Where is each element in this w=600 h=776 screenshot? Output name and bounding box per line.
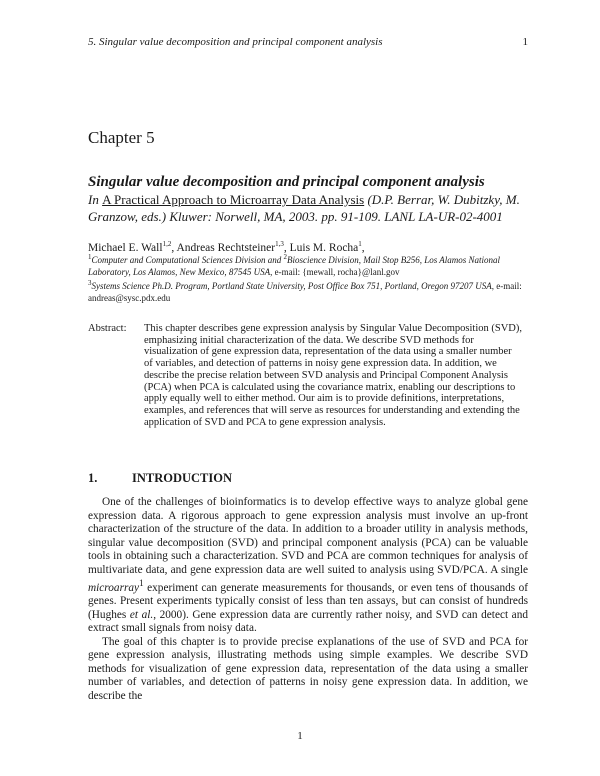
citation (88, 191, 528, 225)
author-affil-sup: 1,3 (275, 240, 284, 248)
text-run: , 2000). Gene expression data are currently rather noisy, and SVD can detect and extract small signals from noisy data. (88, 608, 528, 635)
abstract-text: This chapter describes gene expression analysis by Singular Value Decomposition (SVD), emphasizing initial characterization of the data. We describe SVD methods for visualization of gene expression data, representation of the data using a smaller number of variables, and detection of patterns in noisy gene expression data. In addition, we describe the precise relation between SVD analysis and Principal Component Analysis (PCA) when PCA is calculated using the covariance matrix, enabling our descriptions to apply equally well to either method. Our aim is to provide definitions, interpretations, examples, and references that will serve as resources for understanding and extending the application of SVD and PCA to gene expression analysis. (144, 323, 523, 428)
text-run: One of the challenges of bioinformatics is to develop effective ways to analyze global gene expression data. A rigorous approach to gene expression analysis must involve an up-front characterization of the structure of the data. In addition to a broader utility in analysis methods, singular value decomposition (SVD) and principal component analysis (PCA) can be valuable tools in obtaining such a characterization. SVD and PCA are common techniques for analysis of multivariate data, and gene expression data are well suited to analysis using SVD/PCA. A single (88, 496, 528, 576)
affil-text: Bioscience Division, Mail Stop B256, Los Alamos National Laboratory, Los Alamos, New Mexico, 87545 USA (88, 255, 501, 277)
affil-text: Computer and Computational Sciences Division and (91, 255, 284, 265)
section-number: 1. (88, 471, 98, 485)
affil-sup: 1 (88, 253, 92, 261)
term-microarray: microarray (88, 581, 140, 594)
author-sep: , (283, 241, 290, 254)
section-title: INTRODUCTION (132, 471, 233, 485)
affiliation (88, 252, 528, 278)
footer-page-number: 1 (297, 730, 303, 742)
author-affil-sup: 1 (358, 240, 362, 248)
author-name: Luis M. Rocha (289, 241, 359, 254)
running-title: 5. Singular value decomposition and principal component analysis (88, 36, 383, 48)
body-text (88, 496, 528, 704)
affiliation (88, 278, 528, 304)
affil-text: Systems Science Ph.D. Program, Portland State University, Post Office Box 751, Portland, Oregon 97207 USA (91, 281, 492, 291)
author-affil-sup: 1,2 (162, 240, 172, 248)
paragraph (88, 496, 528, 636)
affil-email: , e-mail: andreas@sysc.pdx.edu (88, 281, 522, 303)
affil-email: , e-mail: {mewall, rocha}@lanl.gov (270, 266, 400, 277)
paragraph: The goal of this chapter is to provide precise explanations of the use of SVD and PCA for gene expression analysis, illustrating methods using simple examples. We describe SVD methods for visualization of gene expression data, representation of the data using a smaller number of variables, and detection of patterns in noisy gene expression data. In addition, we describe the (88, 635, 528, 703)
affiliations (88, 252, 528, 304)
affil-sup: 3 (88, 279, 92, 287)
text-run: experiment can generate measurements for thousands, or even tens of thousands of genes. Present experiments typically consist of less than ten assays, but can consist of hundreds (Hughes (88, 581, 528, 621)
chapter-title: Singular value decomposition and principal component analysis (88, 174, 485, 190)
citation-prefix: In (88, 192, 99, 207)
affil-sup: 2 (283, 253, 287, 261)
citation-rest: (D.P. Berrar, W. Dubitzky, M. Granzow, eds.) Kluwer: Norwell, MA, 2003. pp. 91-109. LANL LA-UR-02-4001 (88, 192, 520, 224)
author-sep: , (171, 241, 177, 254)
author-name: Andreas Rechtsteiner (176, 241, 276, 254)
section-heading (88, 471, 232, 486)
abstract-label: Abstract: (88, 323, 127, 334)
citation-book: A Practical Approach to Microarray Data Analysis (102, 192, 365, 207)
header-page-number: 1 (522, 36, 528, 48)
running-header (88, 36, 528, 48)
chapter-heading: Chapter 5 (88, 128, 155, 147)
author-sep: , (361, 241, 365, 254)
footnote-marker: 1 (139, 578, 144, 589)
author-name: Michael E. Wall (88, 241, 163, 254)
abstract (88, 323, 528, 428)
et-al: et al. (129, 608, 154, 621)
